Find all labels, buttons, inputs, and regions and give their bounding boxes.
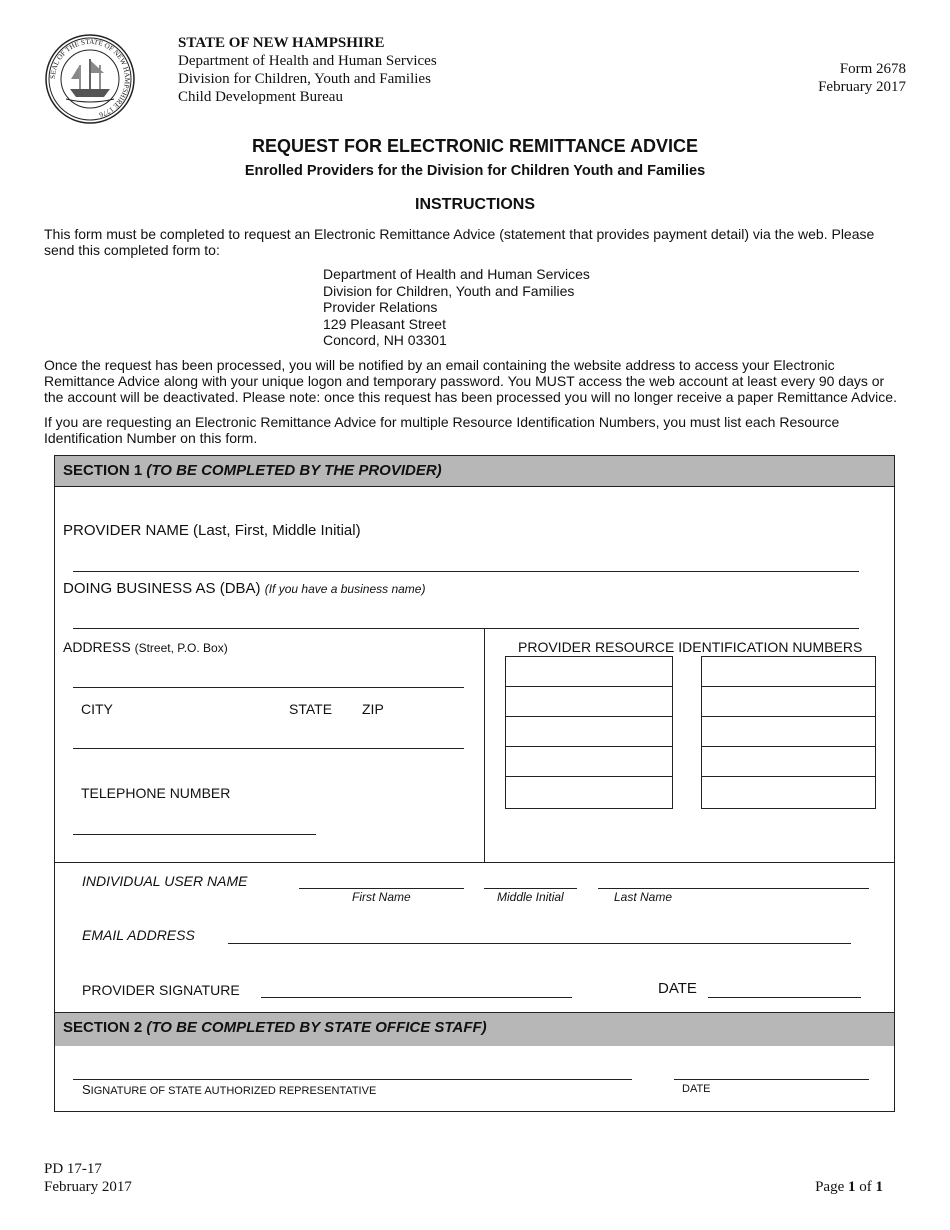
footer-left: [44, 1160, 132, 1196]
telephone-label: TELEPHONE NUMBER: [81, 785, 231, 801]
footer-date: February 2017: [44, 1179, 132, 1195]
middle-initial-field[interactable]: [484, 888, 577, 889]
telephone-field[interactable]: [73, 834, 316, 835]
rid-column-right: [701, 656, 876, 809]
date-field[interactable]: [708, 997, 861, 998]
first-name-field[interactable]: [299, 888, 464, 889]
form-number: Form 2678: [839, 61, 906, 77]
rid-input[interactable]: [702, 777, 875, 807]
footer-code: PD 17-17: [44, 1161, 102, 1177]
instructions-paragraph-2: Once the request has been processed, you will be notified by an email containing the website address to access your Electronic Remittance Advice along with your unique logon and temporary password. You MUST access the web account at least every 90 days or the account will be deactivated. Please note: once this request has been processed you will no longer receive a paper Remittance Advice.: [44, 357, 897, 405]
request-form: [54, 455, 895, 1112]
signature-field[interactable]: [261, 997, 572, 998]
rid-input[interactable]: [506, 777, 672, 807]
section-1-label: SECTION 1: [63, 462, 143, 479]
rid-input[interactable]: [506, 747, 672, 777]
last-name-field[interactable]: [598, 888, 869, 889]
rid-heading: PROVIDER RESOURCE IDENTIFICATION NUMBERS: [518, 639, 863, 655]
dba-label: DOING BUSINESS AS (DBA) (If you have a business name): [63, 580, 426, 597]
row-divider: [55, 862, 894, 863]
bureau-name: Child Development Bureau: [178, 89, 343, 105]
division-name: Division for Children, Youth and Families: [178, 71, 431, 87]
rid-input[interactable]: [506, 657, 672, 687]
state-name: STATE OF NEW HAMPSHIRE: [178, 35, 385, 51]
date-label: DATE: [658, 980, 697, 997]
city-state-zip-field[interactable]: [73, 748, 464, 749]
email-field[interactable]: [228, 943, 851, 944]
section-1-header: [55, 456, 894, 487]
rid-column-left: [505, 656, 673, 809]
mailing-address: [323, 266, 590, 349]
instructions-heading: INSTRUCTIONS: [415, 196, 535, 213]
rid-input[interactable]: [506, 687, 672, 717]
section-2-note: (TO BE COMPLETED BY STATE OFFICE STAFF): [146, 1019, 487, 1036]
first-name-caption: First Name: [352, 890, 411, 904]
user-name-label: INDIVIDUAL USER NAME: [82, 873, 248, 889]
form-date: February 2017: [818, 79, 906, 95]
address-line: Division for Children, Youth and Families: [323, 282, 575, 299]
state-date-caption: DATE: [682, 1083, 711, 1095]
provider-name-label: PROVIDER NAME (Last, First, Middle Initial): [63, 522, 361, 539]
rid-input[interactable]: [702, 747, 875, 777]
city-label: CITY: [81, 701, 113, 717]
state-signature-field[interactable]: [73, 1079, 632, 1080]
state-seal-icon: [44, 33, 136, 125]
address-line: 129 Pleasant Street: [323, 315, 446, 332]
column-divider: [484, 628, 485, 862]
page-subtitle: Enrolled Providers for the Division for Children Youth and Families: [244, 163, 706, 179]
rid-input[interactable]: [702, 657, 875, 687]
email-label: EMAIL ADDRESS: [82, 927, 195, 943]
middle-initial-caption: Middle Initial: [497, 890, 564, 904]
department-name: Department of Health and Human Services: [178, 53, 437, 69]
provider-name-field[interactable]: [73, 571, 859, 572]
state-label: STATE: [289, 701, 333, 717]
form-id-block: [818, 60, 906, 96]
zip-label: ZIP: [362, 701, 384, 717]
address-field[interactable]: [73, 687, 464, 688]
rid-input[interactable]: [702, 717, 875, 747]
signature-label: PROVIDER SIGNATURE: [82, 982, 240, 998]
agency-header: [178, 34, 437, 106]
instructions-paragraph-3: If you are requesting an Electronic Remittance Advice for multiple Resource Identification Numbers, you must list each Resource Identification Number on this form.: [44, 414, 840, 446]
section-1-note: (TO BE COMPLETED BY THE PROVIDER): [146, 462, 442, 479]
state-date-field[interactable]: [674, 1079, 869, 1080]
instructions-paragraph-1: This form must be completed to request an Electronic Remittance Advice (statement that provides payment detail) via the web. Please send this completed form to:: [44, 226, 875, 258]
rid-input[interactable]: [506, 717, 672, 747]
section-2-header: [55, 1012, 894, 1046]
section-2-label: SECTION 2: [63, 1019, 143, 1036]
state-signature-caption: SIGNATURE OF STATE AUTHORIZED REPRESENTATIVE: [82, 1082, 377, 1097]
dba-field[interactable]: [73, 628, 859, 629]
address-line: Concord, NH 03301: [323, 332, 447, 348]
address-line: Provider Relations: [323, 299, 438, 315]
address-label: ADDRESS (Street, P.O. Box): [63, 639, 228, 655]
last-name-caption: Last Name: [614, 890, 673, 904]
seal-text: SEAL OF THE STATE OF NEW HAMPSHIRE 1776: [48, 37, 132, 119]
address-line: Department of Health and Human Services: [323, 266, 590, 282]
rid-input[interactable]: [702, 687, 875, 717]
page-number: Page 1 of 1: [815, 1179, 883, 1195]
page-title: REQUEST FOR ELECTRONIC REMITTANCE ADVICE: [251, 136, 698, 156]
